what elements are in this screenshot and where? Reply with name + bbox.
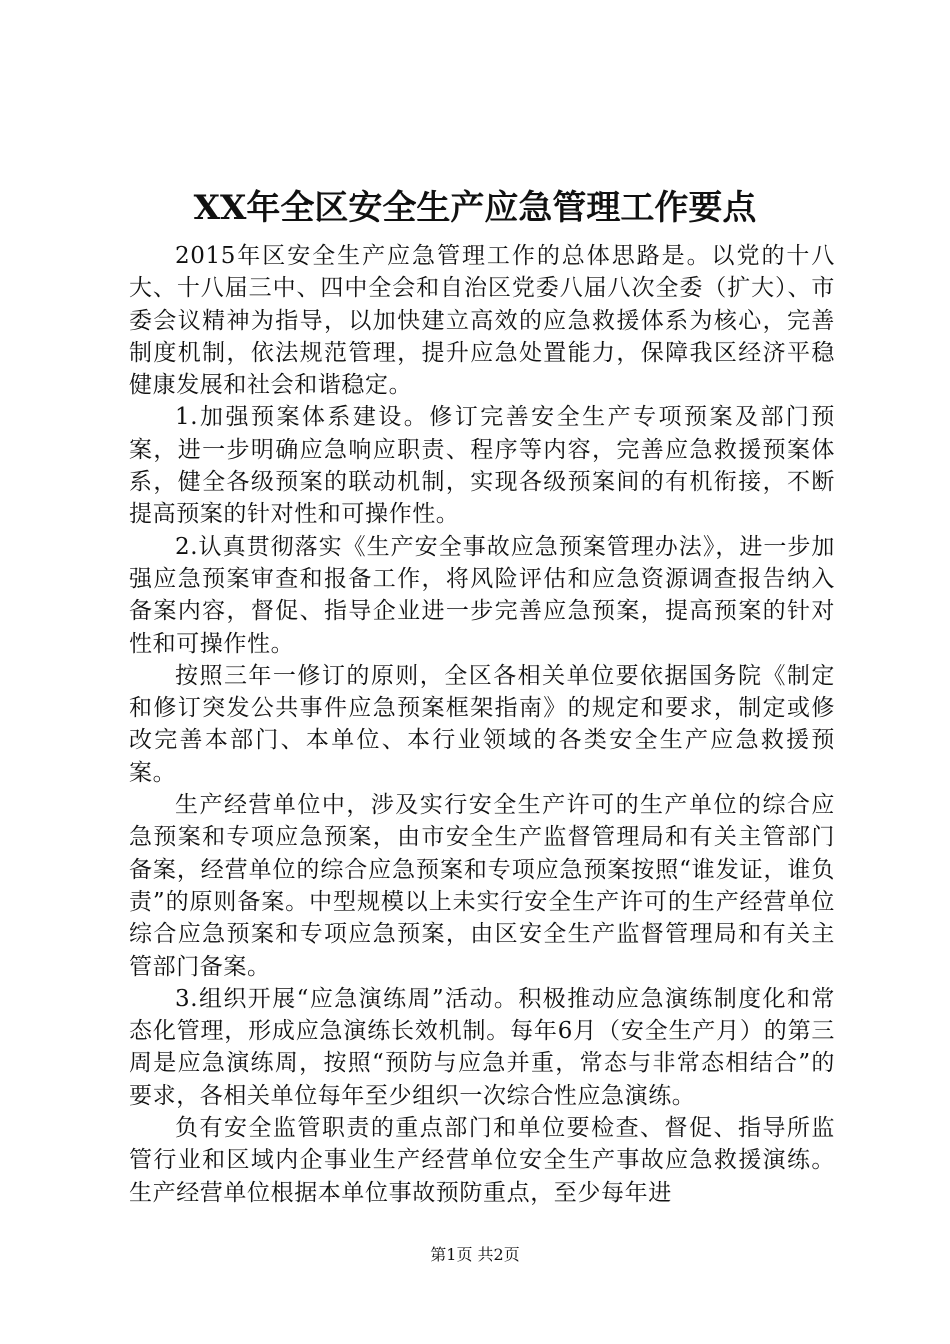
paragraph-revision-principle: 按照三年一修订的原则，全区各相关单位要依据国务院《制定和修订突发公共事件应急预案框架指南》的规定和要求，制定或修改完善本部门、本单位、本行业领域的各类安全生产应急救援预案。 xyxy=(129,662,835,786)
document-body xyxy=(129,240,835,1209)
paragraph-drills: 负有安全监管职责的重点部门和单位要检查、督促、指导所监管行业和区域内企事业生产经营单位安全生产事故应急救援演练。生产经营单位根据本单位事故预防重点，至少每年进 xyxy=(129,1115,835,1206)
page-number-footer: 第1页 共2页 xyxy=(430,1245,520,1264)
paragraph-intro: 2015年区安全生产应急管理工作的总体思路是。以党的十八大、十八届三中、四中全会和自治区党委八届八次全委（扩大）、市委会议精神为指导，以加快建立高效的应急救援体系为核心，完善制度机制，依法规范管理，提升应急处置能力，保障我区经济平稳健康发展和社会和谐稳定。 xyxy=(129,243,835,399)
paragraph-item-3: 3.组织开展“应急演练周”活动。积极推动应急演练制度化和常态化管理，形成应急演练长效机制。每年6月（安全生产月）的第三周是应急演练周，按照“预防与应急并重，常态与非常态相结合”的要求，各相关单位每年至少组织一次综合性应急演练。 xyxy=(129,985,835,1109)
paragraph-item-1: 1.加强预案体系建设。修订完善安全生产专项预案及部门预案，进一步明确应急响应职责、程序等内容，完善应急救援预案体系，健全各级预案的联动机制，实现各级预案间的有机衔接，不断提高预案的针对性和可操作性。 xyxy=(129,404,835,528)
paragraph-filing: 生产经营单位中，涉及实行安全生产许可的生产单位的综合应急预案和专项应急预案，由市安全生产监督管理局和有关主管部门备案，经营单位的综合应急预案和专项应急预案按照“谁发证，谁负责”的原则备案。中型规模以上未实行安全生产许可的生产经营单位综合应急预案和专项应急预案，由区安全生产监督管理局和有关主管部门备案。 xyxy=(129,792,835,980)
page-title: XX年全区安全生产应急管理工作要点 xyxy=(193,188,757,228)
paragraph-item-2: 2.认真贯彻落实《生产安全事故应急预案管理办法》，进一步加强应急预案审查和报备工作，将风险评估和应急资源调查报告纳入备案内容，督促、指导企业进一步完善应急预案，提高预案的针对性和可操作性。 xyxy=(129,533,835,657)
